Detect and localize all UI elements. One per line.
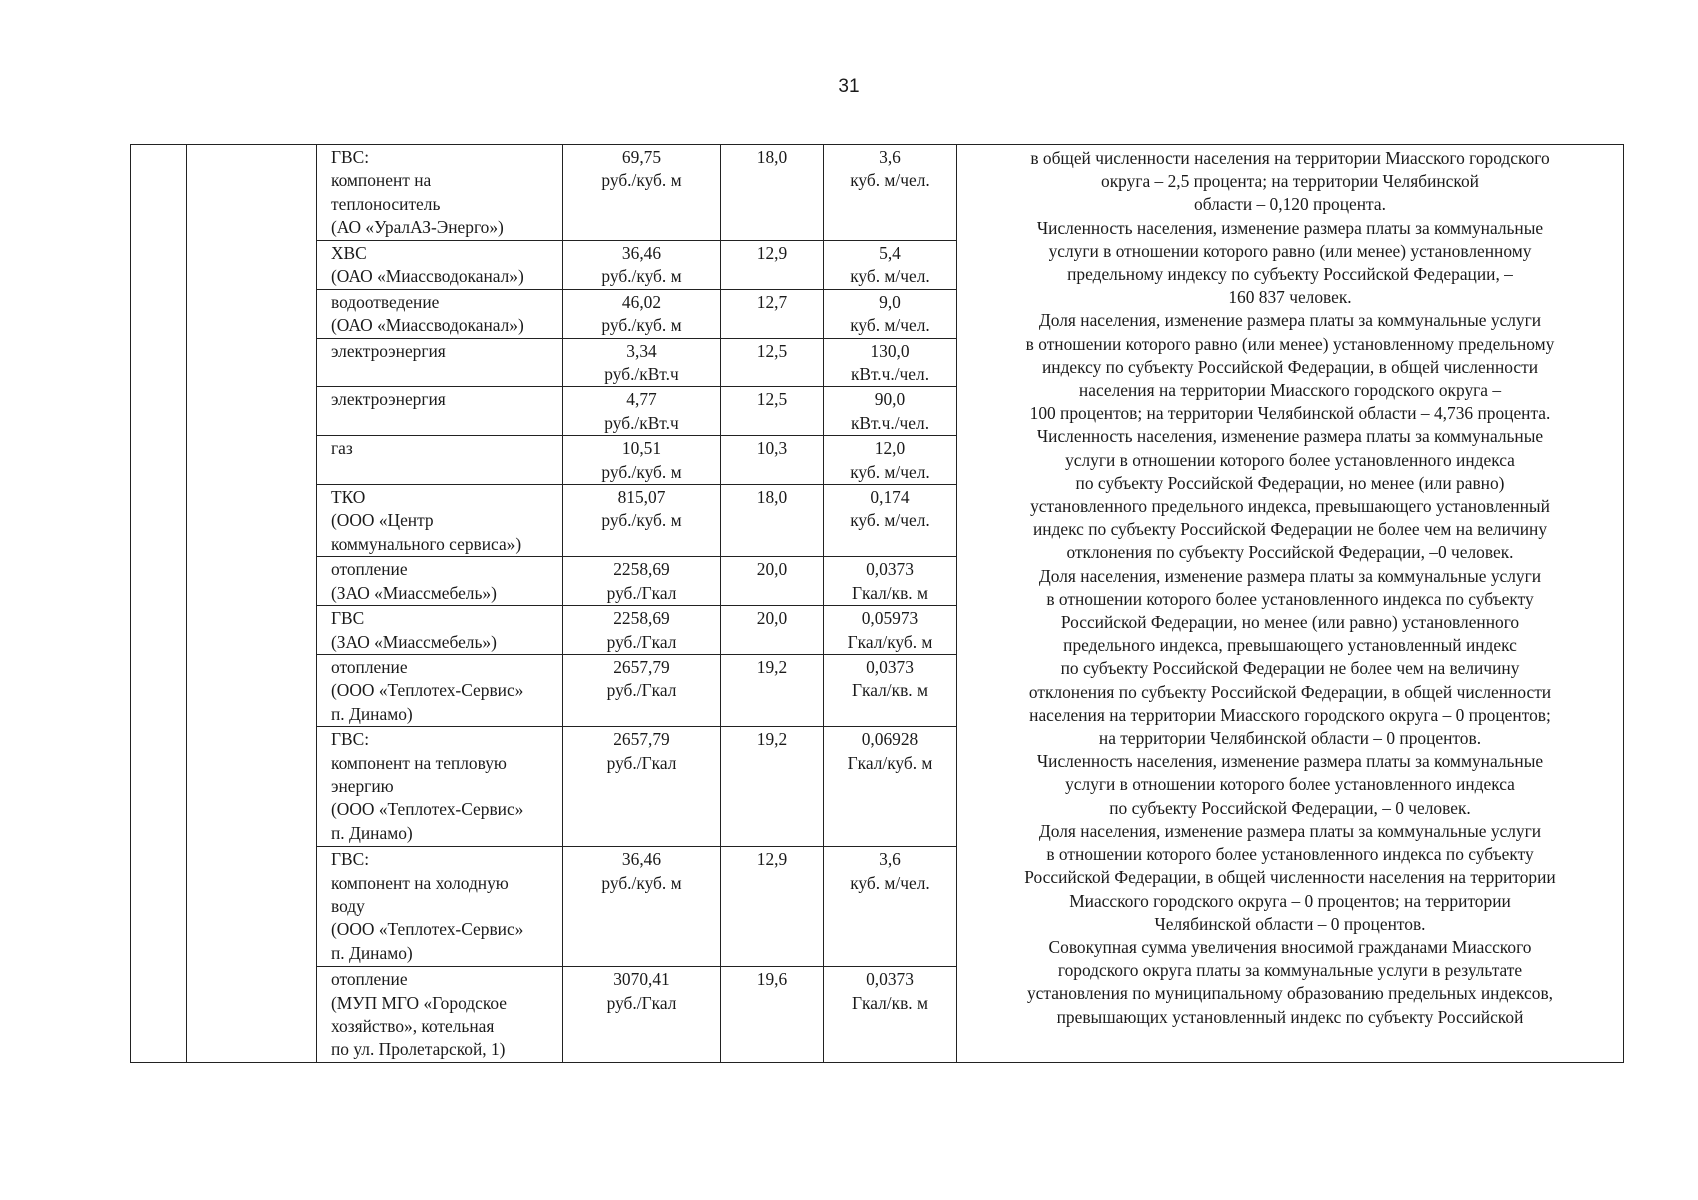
tariff-line: руб./куб. м (601, 461, 682, 482)
service-name-cell (317, 436, 563, 485)
consumption-norm-line: 12,0 (874, 438, 906, 459)
service-name-cell (317, 727, 563, 847)
tariff-line: 2258,69 (613, 608, 670, 629)
description-line: услуги в отношении которого более установленного индекса (1065, 774, 1515, 795)
consumption-norm-line: 5,4 (879, 243, 901, 263)
description-line: округа – 2,5 процента; на территории Челябинской (1101, 171, 1479, 192)
consumption-norm-cell (824, 967, 957, 1063)
consumption-norm-cell (824, 847, 957, 967)
tariff-line: 10,51 (621, 438, 662, 459)
service-name-cell (317, 289, 563, 338)
consumption-norm-cell (824, 654, 957, 726)
tariff-cell (563, 436, 721, 485)
tariff-line: руб./Гкал (606, 582, 677, 603)
tariff-line: 36,46 (621, 849, 662, 870)
service-name-line: электроэнергия (331, 340, 446, 361)
service-name-line: ГВС: (331, 729, 370, 750)
tariff-cell (563, 654, 721, 726)
description-line: Российской Федерации, в общей численности населения на территории (1024, 867, 1556, 888)
index-cell (721, 847, 824, 967)
service-name-line: (ЗАО «Миассмебель») (331, 631, 497, 652)
consumption-norm-line: куб. м/чел. (850, 266, 930, 287)
description-line: по субъекту Российской Федерации не более чем на величину (1060, 658, 1520, 679)
description-line: в общей численности населения на территории Миасского городского (1030, 148, 1550, 168)
consumption-norm-cell (824, 338, 957, 387)
description-line: Совокупная сумма увеличения вносимой гражданами Миасского (1048, 936, 1532, 957)
service-name-line: ХВС (331, 243, 367, 263)
tariff-cell (563, 557, 721, 606)
service-name-line: ГВС (331, 608, 365, 629)
description-line: предельному индексу по субъекту Российской Федерации, – (1067, 264, 1513, 285)
service-name-line: п. Динамо) (331, 703, 413, 724)
index-cell (721, 557, 824, 606)
service-name-line: компонент на тепловую (331, 752, 507, 773)
consumption-norm-line: куб. м/чел. (850, 315, 930, 336)
service-name-line: водоотведение (331, 291, 440, 312)
description-line: 160 837 человек. (1228, 287, 1352, 308)
index-cell (721, 727, 824, 847)
index-cell (721, 145, 824, 241)
consumption-norm-cell (824, 241, 957, 290)
consumption-norm-line: 0,174 (870, 487, 910, 508)
tariff-table (130, 144, 1624, 1063)
description-line: услуги в отношении которого равно (или менее) установленному (1048, 240, 1532, 261)
consumption-norm-line: Гкал/кв. м (852, 582, 928, 603)
tariff-cell (563, 289, 721, 338)
service-name-line: компонент на холодную (331, 872, 509, 893)
tariff-line: 4,77 (626, 389, 657, 410)
tariff-line: руб./куб. м (601, 266, 682, 287)
consumption-norm-line: 90,0 (874, 389, 906, 410)
service-name-line: коммунального сервиса») (331, 533, 522, 554)
tariff-line: 2657,79 (613, 729, 670, 750)
consumption-norm-line: 3,6 (879, 849, 901, 870)
service-name-line: ГВС: (331, 849, 370, 870)
consumption-norm-line: Гкал/кв. м (852, 992, 928, 1013)
description-line: по субъекту Российской Федерации, но менее (или равно) (1075, 472, 1505, 493)
index-cell (721, 387, 824, 436)
service-name-cell (317, 338, 563, 387)
consumption-norm-line: 9,0 (879, 291, 901, 312)
index-cell (721, 654, 824, 726)
consumption-norm-cell (824, 606, 957, 655)
index-value: 12,5 (756, 340, 788, 361)
table-row (131, 145, 1624, 241)
description-line: населения на территории Миасского городского округа – (1078, 380, 1502, 401)
service-name-line: (ООО «Центр (331, 510, 434, 531)
tariff-line: руб./куб. м (601, 510, 682, 531)
tariff-cell (563, 485, 721, 557)
tariff-cell (563, 145, 721, 241)
index-value: 19,2 (756, 729, 788, 750)
service-name-cell (317, 847, 563, 967)
consumption-norm-line: Гкал/куб. м (847, 631, 933, 652)
tariff-line: руб./куб. м (601, 315, 682, 336)
consumption-norm-line: куб. м/чел. (850, 510, 930, 531)
description-line: Численность населения, изменение размера платы за коммунальные (1036, 426, 1544, 447)
tariff-line: 36,46 (621, 243, 662, 263)
tariff-cell (563, 967, 721, 1063)
consumption-norm-cell (824, 485, 957, 557)
index-cell (721, 485, 824, 557)
index-value: 20,0 (756, 608, 788, 629)
tariff-cell (563, 606, 721, 655)
index-cell (721, 241, 824, 290)
description-line: Доля населения, изменение размера платы за коммунальные услуги (1038, 565, 1542, 586)
index-value: 19,2 (756, 656, 788, 677)
service-name-line: электроэнергия (331, 389, 446, 410)
consumption-norm-line: куб. м/чел. (850, 461, 930, 482)
tariff-line: руб./кВт.ч (604, 412, 679, 433)
index-value: 19,6 (756, 969, 788, 990)
description-line: городского округа платы за коммунальные услуги в результате (1057, 960, 1523, 981)
tariff-line: 2258,69 (613, 559, 670, 580)
tariff-line: 2657,79 (613, 656, 670, 677)
tariff-line: руб./куб. м (601, 170, 682, 191)
tariff-line: 69,75 (621, 147, 662, 167)
service-name-line: газ (331, 438, 353, 459)
tariff-line: 3,34 (626, 340, 657, 361)
consumption-norm-line: 0,0373 (866, 656, 914, 677)
service-name-line: (ЗАО «Миассмебель») (331, 582, 497, 603)
index-value: 18,0 (756, 147, 788, 167)
service-name-cell (317, 967, 563, 1063)
consumption-norm-line: 0,05973 (861, 608, 919, 629)
service-name-line: энергию (331, 775, 394, 796)
tariff-line: руб./Гкал (606, 631, 677, 652)
tariff-line: 46,02 (621, 291, 662, 312)
index-cell (721, 606, 824, 655)
service-name-line: ТКО (331, 487, 366, 508)
consumption-norm-line: Гкал/кв. м (852, 680, 928, 701)
description-line: превышающих установленный индекс по субъекту Российской (1056, 1006, 1524, 1027)
table-body (131, 145, 1624, 1063)
description-line: индексу по субъекту Российской Федерации, в общей численности (1041, 356, 1539, 377)
index-value: 18,0 (756, 487, 788, 508)
page-number: 31 (838, 76, 860, 97)
index-value: 12,7 (756, 291, 788, 312)
description-line: Российской Федерации, но менее (или равно) установленного (1060, 612, 1520, 633)
description-line: установленного предельного индекса, превышающего установленный (1030, 496, 1550, 517)
description-line: услуги в отношении которого более установленного индекса (1065, 449, 1515, 470)
tariff-cell (563, 727, 721, 847)
consumption-norm-line: 130,0 (870, 340, 910, 361)
consumption-norm-line: кВт.ч./чел. (850, 364, 930, 385)
consumption-norm-line: 3,6 (879, 147, 901, 167)
consumption-norm-cell (824, 289, 957, 338)
service-name-cell (317, 485, 563, 557)
description-line: установления по муниципальному образованию предельных индексов, (1026, 983, 1553, 1004)
consumption-norm-line: куб. м/чел. (850, 170, 930, 191)
number-column-cell (131, 145, 187, 1063)
tariff-line: руб./кВт.ч (604, 364, 679, 385)
service-name-line: п. Динамо) (331, 942, 413, 963)
description-line: в отношении которого более установленного индекса по субъекту (1046, 844, 1534, 865)
description-cell (957, 145, 1624, 1063)
tariff-line: руб./Гкал (606, 752, 677, 773)
service-name-cell (317, 557, 563, 606)
service-name-cell (317, 387, 563, 436)
consumption-norm-cell (824, 436, 957, 485)
service-name-line: (ОАО «Миассводоканал») (331, 315, 524, 336)
description-line: в отношении которого равно (или менее) установленному предельному (1025, 333, 1555, 354)
service-name-line: (ООО «Теплотех-Сервис» (331, 919, 524, 940)
tariff-cell (563, 387, 721, 436)
description-line: на территории Челябинской области – 0 процентов. (1098, 728, 1482, 749)
consumption-norm-line: Гкал/куб. м (847, 752, 933, 773)
description-line: индекс по субъекту Российской Федерации не более чем на величину (1032, 519, 1548, 540)
index-value: 12,5 (756, 389, 788, 410)
description-line: 100 процентов; на территории Челябинской области – 4,736 процента. (1029, 403, 1551, 424)
description-line: Миасского городского округа – 0 процентов; на территории (1069, 890, 1511, 911)
consumption-norm-line: 0,0373 (866, 559, 914, 580)
tariff-cell (563, 847, 721, 967)
tariff-line: 815,07 (617, 487, 666, 508)
consumption-norm-line: 0,0373 (866, 969, 914, 990)
description-line: по субъекту Российской Федерации, – 0 человек. (1109, 797, 1471, 818)
consumption-norm-line: кВт.ч./чел. (850, 412, 930, 433)
consumption-norm-cell (824, 145, 957, 241)
service-name-line: теплоноситель (331, 193, 441, 214)
tariff-line: руб./Гкал (606, 680, 677, 701)
service-name-cell (317, 145, 563, 241)
consumption-norm-line: 0,06928 (861, 729, 919, 750)
consumption-norm-cell (824, 727, 957, 847)
description-line: Доля населения, изменение размера платы за коммунальные услуги (1038, 310, 1542, 331)
service-name-line: хозяйство», котельная (331, 1015, 495, 1036)
service-name-cell (317, 241, 563, 290)
index-cell (721, 436, 824, 485)
description-line: Численность населения, изменение размера платы за коммунальные (1036, 751, 1544, 772)
index-cell (721, 338, 824, 387)
description-line: Доля населения, изменение размера платы за коммунальные услуги (1038, 820, 1542, 841)
description-line: в отношении которого более установленного индекса по субъекту (1046, 588, 1534, 609)
consumption-norm-cell (824, 557, 957, 606)
service-name-line: отопление (331, 656, 408, 677)
service-name-line: (ООО «Теплотех-Сервис» (331, 680, 524, 701)
description-line: отклонения по субъекту Российской Федерации, –0 человек. (1066, 542, 1514, 563)
description-line: отклонения по субъекту Российской Федерации, в общей численности (1028, 681, 1552, 702)
service-name-line: отопление (331, 559, 408, 580)
index-value: 12,9 (756, 243, 788, 263)
service-name-cell (317, 654, 563, 726)
index-value: 20,0 (756, 559, 788, 580)
tariff-cell (563, 241, 721, 290)
service-name-line: ГВС: (331, 147, 370, 167)
service-name-cell (317, 606, 563, 655)
service-name-line: компонент на (331, 170, 432, 191)
tariff-line: руб./Гкал (606, 992, 677, 1013)
description-line: Челябинской области – 0 процентов. (1154, 913, 1426, 934)
tariff-line: руб./куб. м (601, 872, 682, 893)
service-name-line: (МУП МГО «Городское (331, 992, 508, 1013)
index-cell (721, 289, 824, 338)
service-name-line: воду (331, 895, 365, 916)
description-line: населения на территории Миасского городского округа – 0 процентов; (1029, 704, 1551, 725)
municipality-column-cell (187, 145, 317, 1063)
consumption-norm-line: куб. м/чел. (850, 872, 930, 893)
service-name-line: (ООО «Теплотех-Сервис» (331, 799, 524, 820)
description-line: Численность населения, изменение размера платы за коммунальные (1036, 217, 1544, 238)
tariff-cell (563, 338, 721, 387)
index-cell (721, 967, 824, 1063)
service-name-line: по ул. Пролетарской, 1) (331, 1039, 506, 1060)
description-line: предельного индекса, превышающего установленный индекс (1063, 635, 1517, 656)
consumption-norm-cell (824, 387, 957, 436)
service-name-line: (ОАО «Миассводоканал») (331, 266, 524, 287)
index-value: 10,3 (756, 438, 788, 459)
description-line: области – 0,120 процента. (1194, 194, 1386, 215)
service-name-line: отопление (331, 969, 408, 990)
service-name-line: (АО «УралАЗ-Энерго») (331, 217, 504, 238)
service-name-line: п. Динамо) (331, 822, 413, 843)
tariff-line: 3070,41 (613, 969, 670, 990)
index-value: 12,9 (756, 849, 788, 870)
